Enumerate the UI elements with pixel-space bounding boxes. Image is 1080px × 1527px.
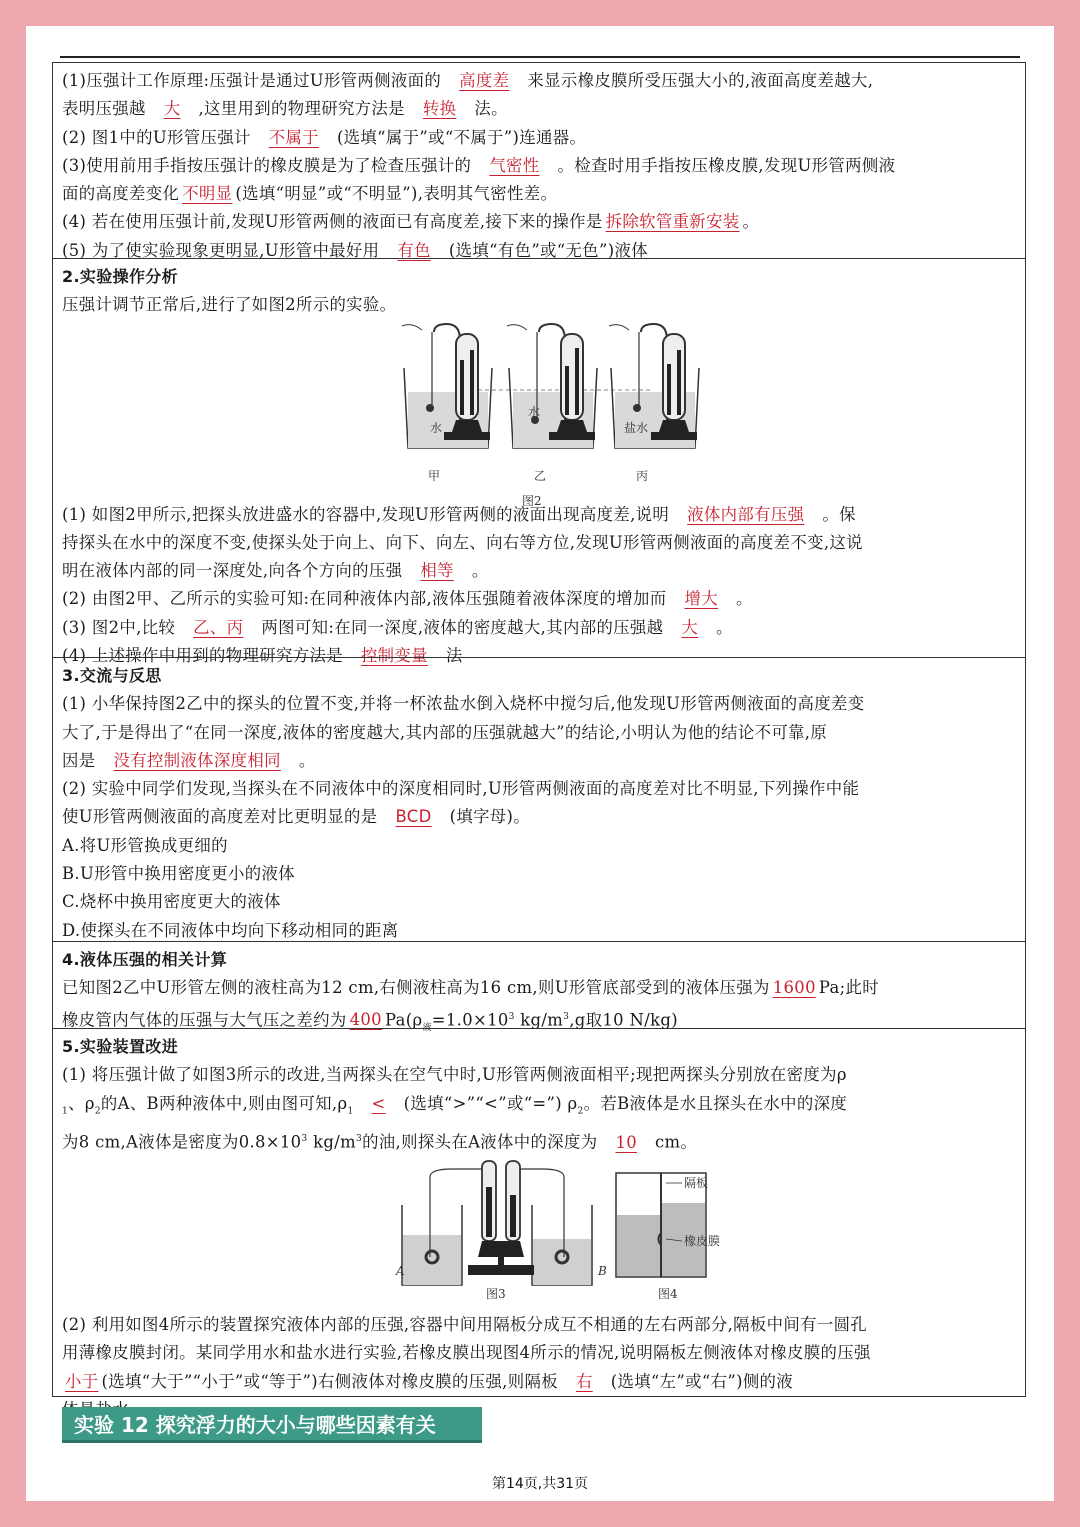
answer: 控制变量 <box>360 646 428 666</box>
text: (4) 上述操作中用到的物理研究方法是 <box>62 646 343 666</box>
section-title: 3.交流与反思 <box>62 666 162 685</box>
answer: 增大 <box>684 589 718 609</box>
text: cm。 <box>655 1132 698 1152</box>
section-2-box <box>52 258 1026 666</box>
text: 已知图2乙中U形管左侧的液柱高为12 cm,右侧液柱高为16 cm,则U形管底部受到的液体压强为 <box>62 978 770 998</box>
label-jia: 甲 <box>428 468 441 483</box>
figure-2 <box>62 320 1016 508</box>
text: (选填“有色”或“无色”)液体 <box>448 240 648 260</box>
option-b: B.U形管中换用密度更小的液体 <box>62 864 296 884</box>
answer: BCD <box>395 807 432 827</box>
section-1-box <box>52 62 1026 259</box>
text: kg/m <box>514 1010 564 1030</box>
subscript: 1 <box>347 1105 354 1116</box>
answer: 右 <box>575 1371 593 1391</box>
label-divider: 隔板 <box>684 1175 709 1190</box>
text: (选填“>”“<”或“=”) ρ <box>403 1093 578 1113</box>
subscript: 2 <box>94 1105 101 1116</box>
text: (1) 如图2甲所示,把探头放进盛水的容器中,发现U形管两侧的液面出现高度差,说明 <box>62 504 670 524</box>
text: (2) 图1中的U形管压强计 <box>62 127 251 147</box>
page-number: 第14页,共31页 <box>491 1476 589 1492</box>
text: (3)使用前用手指按压强计的橡皮膜是为了检查压强计的 <box>62 155 472 175</box>
answer: 10 <box>615 1132 637 1152</box>
text: 。 <box>298 750 316 770</box>
label-a: A <box>396 1263 405 1278</box>
answer: 1600 <box>772 978 816 998</box>
text: (2) 利用如图4所示的装置探究液体内部的压强,容器中间用隔板分成互不相通的左右两部分,隔板中间有一圆孔 <box>62 1314 868 1334</box>
text: 面的高度差变化 <box>62 184 180 204</box>
text: 。 <box>742 212 760 232</box>
section-5-box <box>52 1028 1026 1397</box>
text: 的A、B两种液体中,则由图可知,ρ <box>100 1093 348 1113</box>
text: ,这里用到的物理研究方法是 <box>198 99 405 119</box>
answer: 液体内部有压强 <box>687 504 805 524</box>
text: 使U形管两侧液面的高度差对比更明显的是 <box>62 807 378 827</box>
subscript: 1 <box>62 1105 69 1116</box>
text: 大了,于是得出了“在同一深度,液体的密度越大,其内部的压强就越大”的结论,小明认为他的结论不可靠,原 <box>62 722 828 742</box>
superscript: 3 <box>508 1011 515 1022</box>
text: (填字母)。 <box>449 807 531 827</box>
label-saltwater: 盐水 <box>624 420 649 435</box>
answer: 小于 <box>65 1371 99 1391</box>
figure-2-caption: 图2 <box>522 493 542 508</box>
text: 用薄橡皮膜封闭。某同学用水和盐水进行实验,若橡皮膜出现图4所示的情况,说明隔板左侧液体对橡皮膜的压强 <box>62 1343 871 1363</box>
answer: 高度差 <box>459 71 510 90</box>
text: 为8 cm,A液体是密度为0.8×10 <box>62 1132 302 1152</box>
option-d: D.使探头在不同液体中均向下移动相同的距离 <box>62 920 399 940</box>
text: 。检查时用手指按压橡皮膜,发现U形管两侧液 <box>557 155 896 175</box>
answer: < <box>371 1093 386 1113</box>
superscript: 3 <box>563 1011 570 1022</box>
figure-3-caption: 图3 <box>486 1286 506 1301</box>
text: 来显示橡皮膜所受压强大小的,液面高度差越大, <box>527 71 874 90</box>
text: (选填“明显”或“不明显”),表明其气密性差。 <box>235 184 558 204</box>
answer: 转换 <box>422 99 457 119</box>
answer: 不属于 <box>268 127 319 147</box>
figure-2-svg <box>62 320 1017 493</box>
answer: 大 <box>163 99 181 119</box>
answer: 400 <box>349 1010 382 1030</box>
label-b: B <box>598 1263 607 1278</box>
text: (2) 由图2甲、乙所示的实验可知:在同种液体内部,液体压强随着液体深度的增加而 <box>62 589 667 609</box>
text: 因是 <box>62 750 96 770</box>
text: (1) 小华保持图2乙中的探头的位置不变,并将一杯浓盐水倒入烧杯中搅匀后,他发现U形管两侧液面的高度差变 <box>62 694 865 714</box>
text: (选填“大于”“小于”或“等于”)右侧液体对橡皮膜的压强,则隔板 <box>101 1371 558 1391</box>
option-a: A.将U形管换成更细的 <box>62 835 228 855</box>
section-title: 2.实验操作分析 <box>62 267 179 286</box>
label-water: 水 <box>528 404 541 419</box>
answer: 不明显 <box>182 184 233 204</box>
figure-3 <box>395 1161 607 1301</box>
text: 。 <box>716 617 733 637</box>
answer: 有色 <box>397 240 431 260</box>
option-c: C.烧杯中换用密度更大的液体 <box>62 892 281 912</box>
label-membrane: 橡皮膜 <box>684 1233 721 1248</box>
text: (3) 图2中,比较 <box>62 617 176 637</box>
text: (选填“左”或“右”)侧的液 <box>610 1371 794 1391</box>
text: 表明压强越 <box>62 99 146 119</box>
text: 橡皮管内气体的压强与大气压之差约为 <box>62 1010 347 1030</box>
text: 压强计调节正常后,进行了如图2所示的实验。 <box>62 295 397 315</box>
subscript: 液 <box>422 1022 432 1033</box>
section-4-box <box>52 941 1026 1033</box>
text: 。 <box>471 561 489 581</box>
text: (选填“属于”或“不属于”)连通器。 <box>336 127 587 147</box>
section-title: 5.实验装置改进 <box>62 1037 179 1056</box>
apparatus-bing <box>609 324 699 483</box>
text: 。保 <box>822 504 856 524</box>
answer: 没有控制液体深度相同 <box>113 750 281 770</box>
answer: 大 <box>681 617 699 637</box>
label-water: 水 <box>430 420 443 435</box>
text: =1.0×10 <box>431 1010 509 1030</box>
text: 法 <box>445 646 463 666</box>
section-title: 4.液体压强的相关计算 <box>62 950 228 969</box>
label-bing: 丙 <box>636 468 649 483</box>
answer: 气密性 <box>489 155 540 175</box>
top-rule <box>60 56 1020 58</box>
text: 两图可知:在同一深度,液体的密度越大,其内部的压强越 <box>261 617 664 637</box>
figures-3-4 <box>62 1157 1016 1303</box>
apparatus-yi <box>507 324 597 483</box>
section-3-box <box>52 657 1026 942</box>
text: 法。 <box>474 99 508 119</box>
figures-3-4-svg <box>62 1157 1017 1303</box>
page <box>26 26 1054 1501</box>
text: 明在液体内部的同一深度处,向各个方向的压强 <box>62 561 403 581</box>
text: ,g取10 N/kg) <box>569 1010 678 1030</box>
figure-4-caption: 图4 <box>658 1286 678 1301</box>
text: (2) 实验中同学们发现,当探头在不同液体中的深度相同时,U形管两侧液面的高度差对比不明显,下列操作中能 <box>62 779 860 799</box>
text: (5) 为了使实验现象更明显,U形管中最好用 <box>62 240 380 260</box>
text: 的油,则探头在A液体中的深度为 <box>362 1132 598 1152</box>
text: Pa;此时 <box>818 978 879 998</box>
text: 。若B液体是水且探头在水中的深度 <box>583 1093 848 1113</box>
section-banner: 实验 12 探究浮力的大小与哪些因素有关 <box>62 1407 482 1443</box>
subscript: 2 <box>577 1105 584 1116</box>
superscript: 3 <box>355 1134 363 1145</box>
answer: 乙、丙 <box>193 617 244 637</box>
label-yi: 乙 <box>534 468 547 483</box>
text: 。 <box>735 589 753 609</box>
superscript: 3 <box>301 1134 308 1145</box>
answer: 拆除软管重新安装 <box>605 212 740 232</box>
answer: 相等 <box>420 561 454 581</box>
text: 持探头在水中的深度不变,使探头处于向上、向下、向左、向右等方位,发现U形管两侧液面的高度差不变,这说 <box>62 532 863 552</box>
text: (4) 若在使用压强计前,发现U形管两侧的液面已有高度差,接下来的操作是 <box>62 212 603 232</box>
apparatus-jia <box>402 324 492 483</box>
figure-4 <box>616 1173 720 1301</box>
text: (1)压强计工作原理:压强计是通过U形管两侧液面的 <box>62 71 442 90</box>
text: 、ρ <box>68 1093 95 1113</box>
text: kg/m <box>307 1132 356 1152</box>
text: Pa(ρ <box>384 1010 423 1030</box>
text: (1) 将压强计做了如图3所示的改进,当两探头在空气中时,U形管两侧液面相平;现把两探头分别放在密度为ρ <box>62 1065 847 1085</box>
